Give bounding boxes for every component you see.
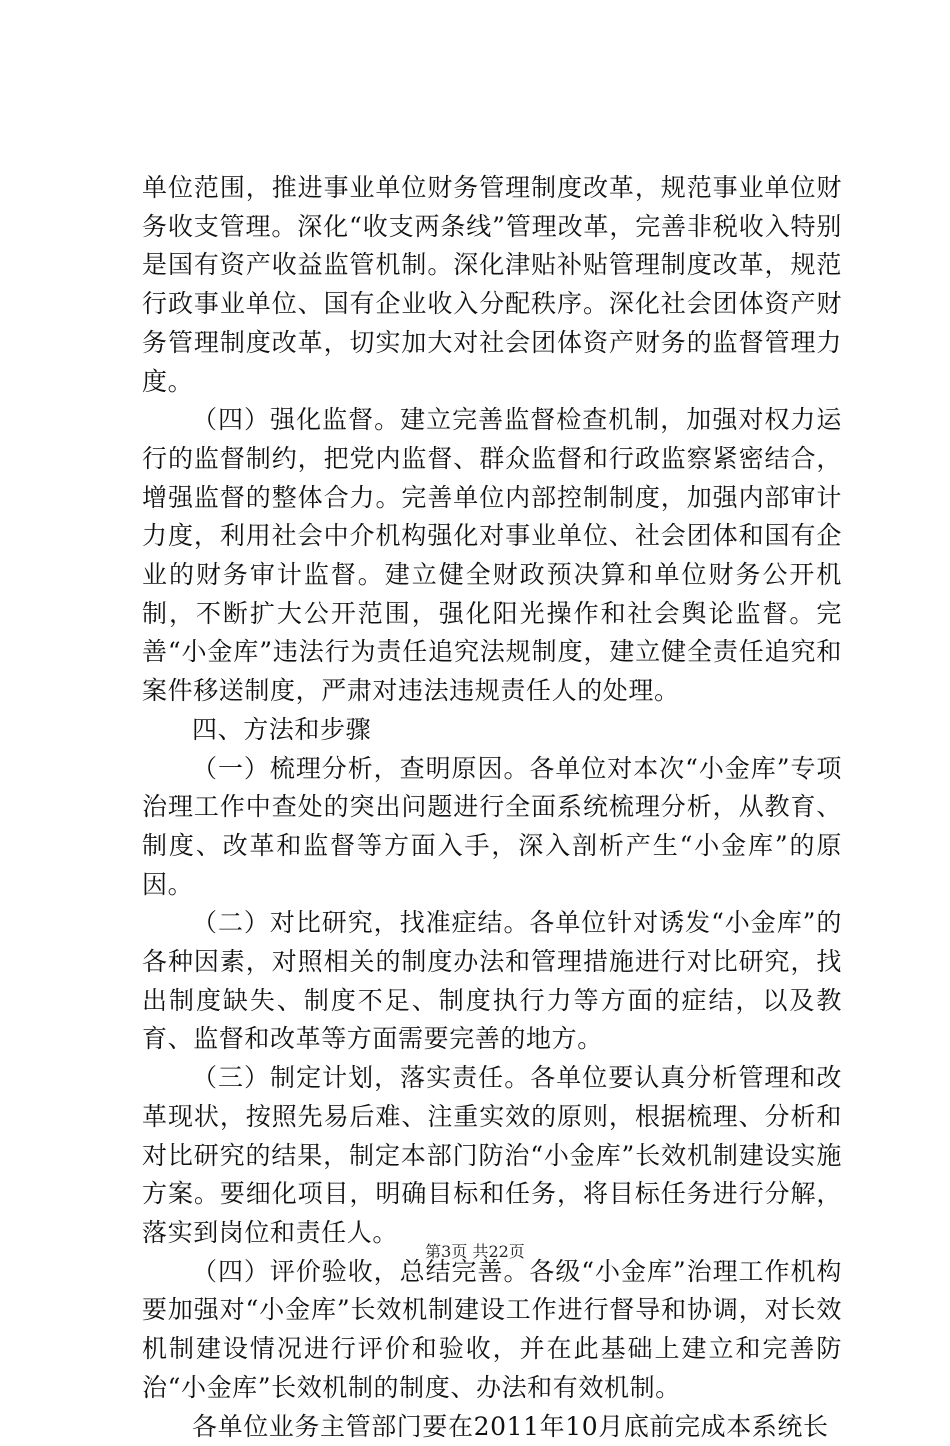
section-heading: 四、方法和步骤 bbox=[142, 711, 842, 750]
paragraph: 单位范围，推进事业单位财务管理制度改革，规范事业单位财务收支管理。深化“收支两条线”管理改革，完善非税收入特别是国有资产收益监管机制。深化津贴补贴管理制度改革，规范行政事业单位、国有企业收入分配秩序。深化社会团体资产财务管理制度改革，切实加大对社会团体资产财务的监督管理力度。 bbox=[142, 169, 842, 401]
page-number-footer: 第3页 共22页 bbox=[0, 1242, 950, 1262]
paragraph: （四）评价验收，总结完善。各级“小金库”治理工作机构要加强对“小金库”长效机制建设工作进行督导和协调，对长效机制建设情况进行评价和验收，并在此基础上建立和完善防治“小金库”长效机制的制度、办法和有效机制。 bbox=[142, 1253, 842, 1408]
paragraph: （一）梳理分析，查明原因。各单位对本次“小金库”专项治理工作中查处的突出问题进行全面系统梳理分析，从教育、制度、改革和监督等方面入手，深入剖析产生“小金库”的原因。 bbox=[142, 750, 842, 905]
paragraph: 各单位业务主管部门要在2011年10月底前完成本系统长 bbox=[142, 1408, 842, 1446]
paragraph: （四）强化监督。建立完善监督检查机制，加强对权力运行的监督制约，把党内监督、群众监督和行政监察紧密结合，增强监督的整体合力。完善单位内部控制制度，加强内部审计力度，利用社会中介机构强化对事业单位、社会团体和国有企业的财务审计监督。建立健全财政预决算和单位财务公开机制，不断扩大公开范围，强化阳光操作和社会舆论监督。完善“小金库”违法行为责任追究法规制度，建立健全责任追究和案件移送制度，严肃对违法违规责任人的处理。 bbox=[142, 401, 842, 711]
paragraph: （二）对比研究，找准症结。各单位针对诱发“小金库”的各种因素，对照相关的制度办法和管理措施进行对比研究，找出制度缺失、制度不足、制度执行力等方面的症结，以及教育、监督和改革等方面需要完善的地方。 bbox=[142, 904, 842, 1059]
paragraph: （三）制定计划，落实责任。各单位要认真分析管理和改革现状，按照先易后难、注重实效的原则，根据梳理、分析和对比研究的结果，制定本部门防治“小金库”长效机制建设实施方案。要细化项目，明确目标和任务，将目标任务进行分解，落实到岗位和责任人。 bbox=[142, 1059, 842, 1253]
